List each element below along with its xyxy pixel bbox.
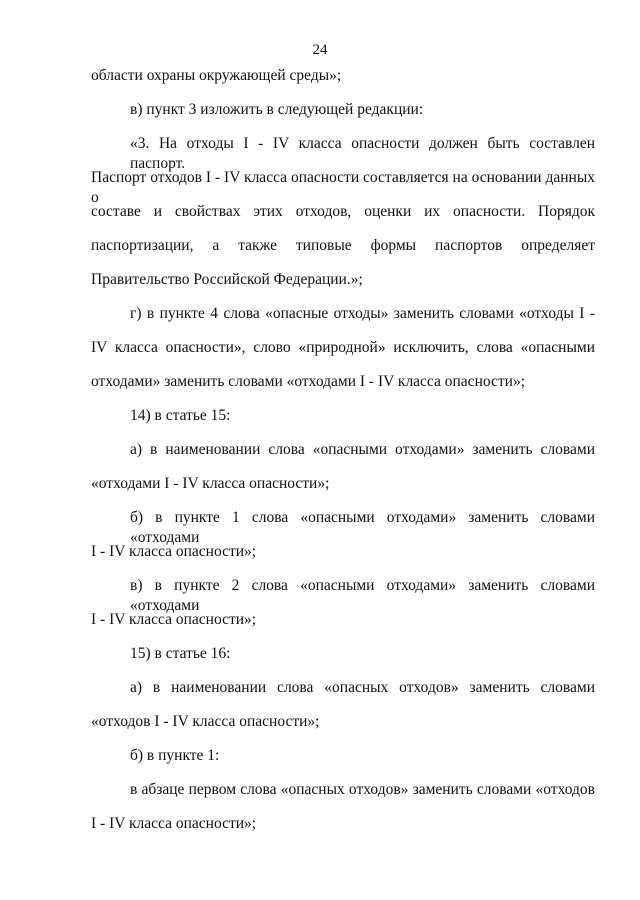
- text-line: I - IV класса опасности»;: [91, 543, 257, 560]
- text-line: Паспорт отходов I - IV класса опасности составляется на основании данных о: [91, 169, 595, 206]
- text-line: I - IV класса опасности»;: [91, 815, 257, 832]
- text-line: области охраны окружающей среды»;: [91, 67, 342, 84]
- text-line: «3. На отходы I - IV класса опасности должен быть составлен паспорт.: [130, 135, 595, 172]
- text-line: б) в пункте 1 слова «опасными отходами» заменить словами «отходами: [130, 509, 595, 546]
- text-line: а) в наименовании слова «опасными отходами» заменить словами: [130, 441, 595, 458]
- text-line: «отходов I - IV класса опасности»;: [91, 713, 320, 730]
- text-line: отходами» заменить словами «отходами I - IV класса опасности»;: [91, 373, 525, 390]
- text-line: IV класса опасности», слово «природной» исключить, слова «опасными: [91, 339, 595, 356]
- text-line: г) в пункте 4 слова «опасные отходы» заменить словами «отходы I -: [130, 305, 595, 322]
- text-line: б) в пункте 1:: [130, 747, 220, 764]
- text-line: паспортизации, а также типовые формы паспортов определяет: [91, 237, 595, 254]
- text-line: в абзаце первом слова «опасных отходов» заменить словами «отходов: [130, 781, 595, 798]
- page-number: 24: [312, 42, 328, 58]
- text-line: а) в наименовании слова «опасных отходов» заменить словами: [130, 679, 595, 696]
- text-line: I - IV класса опасности»;: [91, 611, 257, 628]
- text-line: 14) в статье 15:: [130, 407, 231, 424]
- text-line: составе и свойствах этих отходов, оценки их опасности. Порядок: [91, 203, 595, 220]
- text-line: Правительство Российской Федерации.»;: [91, 271, 363, 288]
- text-line: 15) в статье 16:: [130, 645, 231, 662]
- text-line: в) пункт 3 изложить в следующей редакции:: [130, 101, 424, 118]
- text-line: «отходами I - IV класса опасности»;: [91, 475, 330, 492]
- text-line: в) в пункте 2 слова «опасными отходами» заменить словами «отходами: [130, 577, 595, 614]
